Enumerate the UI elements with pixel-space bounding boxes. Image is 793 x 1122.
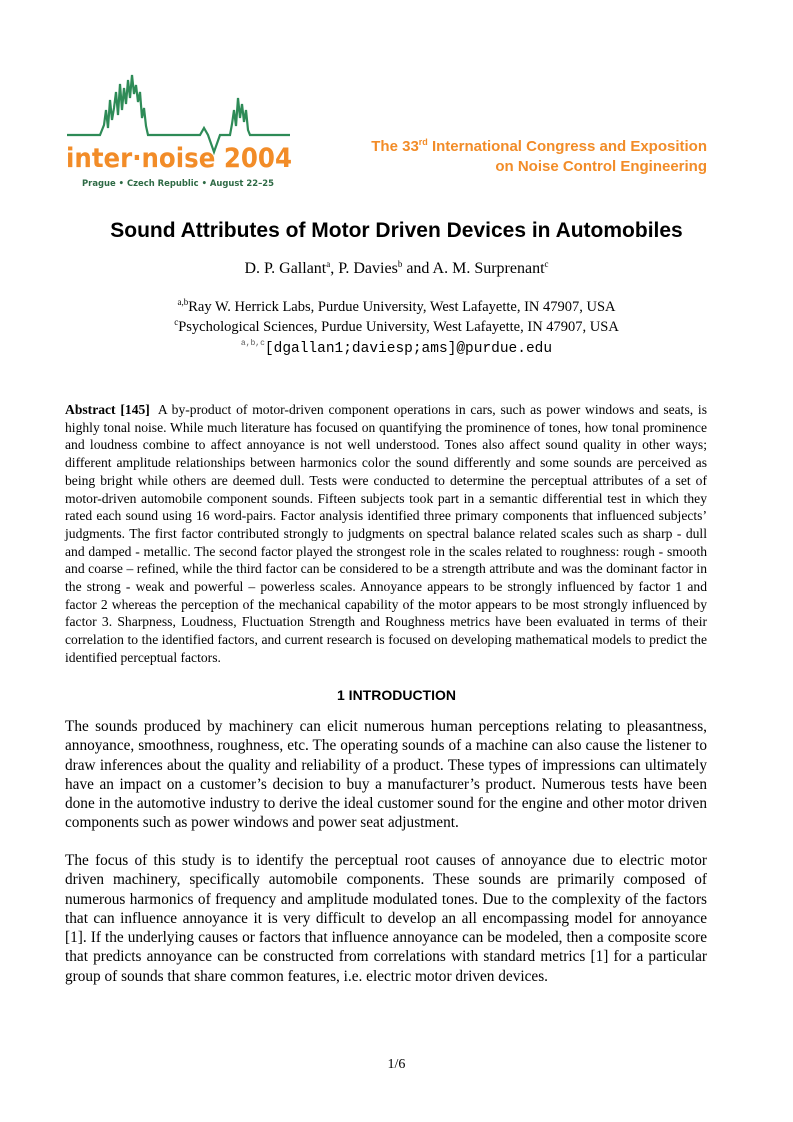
conference-header [287,137,707,177]
author-name: A. M. Surprenant [432,260,545,277]
page-number: 1/6 [387,1057,406,1072]
abstract-label: Abstract [145] [65,402,150,417]
logo-skyline-line [67,75,290,152]
conference-line-1: The 33rd International Congress and Exposition [371,137,707,155]
paper-title: Sound Attributes of Motor Driven Devices in Automobiles [110,219,683,242]
logo-wordmark: inter·noise 2004 [66,143,292,174]
affiliations [0,297,793,337]
affiliation-line: $^c$Psychological Sciences, Purdue University, West Lafayette, IN 47907, USA [174,317,619,335]
abstract-text: A by-product of motor-driven component operations in cars, such as power windows and seats, is highly tonal noise. While much literature has focused on quantifying the prominence of tones, how tonal prominence and loudness combine to affect annoyance is not well understood. Tones also affect sound quality in other ways; different amplitude relationships between harmonics color the sound differently and some sounds are perceived as being bright while others are deemed dull. Tests were conducted to determine the perceptual attributes of a set of motor-driven automobile component sounds. Fifteen subjects took part in a semantic differential test in which they rated each sound using 16 word-pairs. Factor analysis identified three primary components that influenced subjects’ judgments. The first factor contributed strongly to judgments on spectral balance related scales such as sharp - dull and damped - metallic. The second factor played the strongest role in the scales related to roughness: rough - smooth and coarse – refined, while the third factor can be considered to be a strength attribute and was the dominant factor in the strong - weak and powerful – powerless scales. Annoyance appears to be strongly influenced by factor 1 and factor 2 whereas the perception of the mechanical capability of the motor appears to be most strongly influenced by factor 3. Sharpness, Loudness, Fluctuation Strength and Roughness metrics have been evaluated in terms of their correlation to the identified factors, and current research is focused on developing mathematical models to predict the identified perceptual factors. [65,402,707,665]
logo-tagline: Prague • Czech Republic • August 22–25 [82,179,274,189]
author-name: D. P. Gallant [244,260,327,277]
affiliation-line: $^{a,b}$Ray W. Herrick Labs, Purdue University, West Lafayette, IN 47907, USA [177,297,616,315]
conference-line-2: on Noise Control Engineering [495,158,707,175]
author-email: $^{a,b,c}$[dgallan1;daviesp;ams]@purdue.edu [240,339,553,357]
author-name: P. Davies [338,260,398,277]
section-heading: 1 INTRODUCTION [337,687,456,703]
abstract [65,401,707,667]
body-paragraph: The sounds produced by machinery can elicit numerous human perceptions relating to pleasantness, annoyance, smoothness, roughness, etc. The operating sounds of a machine can also cause the listener to draw inferences about the quality and reliability of a product. These types of impressions can ultimately have an impact on a customer’s decision to buy a manufacturer’s product. Numerous tests have been done in the automotive industry to derive the ideal customer sound for the engine and other motor driven components such as power windows and power seat adjustment. [65,718,707,832]
author-list: D. P. Gallant$^a$, P. Davies$^b$ and A. M. Surprenant$^c$ [244,259,549,277]
internoise-logo [62,70,297,192]
body-paragraph: The focus of this study is to identify the perceptual root causes of annoyance due to electric motor driven machinery, specifically automobile components. These sounds are primarily composed of numerous harmonics of frequency and amplitude modulated tones. Due to the complexity of the factors that can influence annoyance it is very difficult to develop an all encompassing model for annoyance [1]. If the underlying causes or factors that influence annoyance can be modeled, then a composite score that predicts annoyance can be constructed from correlations with standard metrics [1] for a particular group of sounds that share common features, i.e. electric motor driven devices. [65,852,707,985]
